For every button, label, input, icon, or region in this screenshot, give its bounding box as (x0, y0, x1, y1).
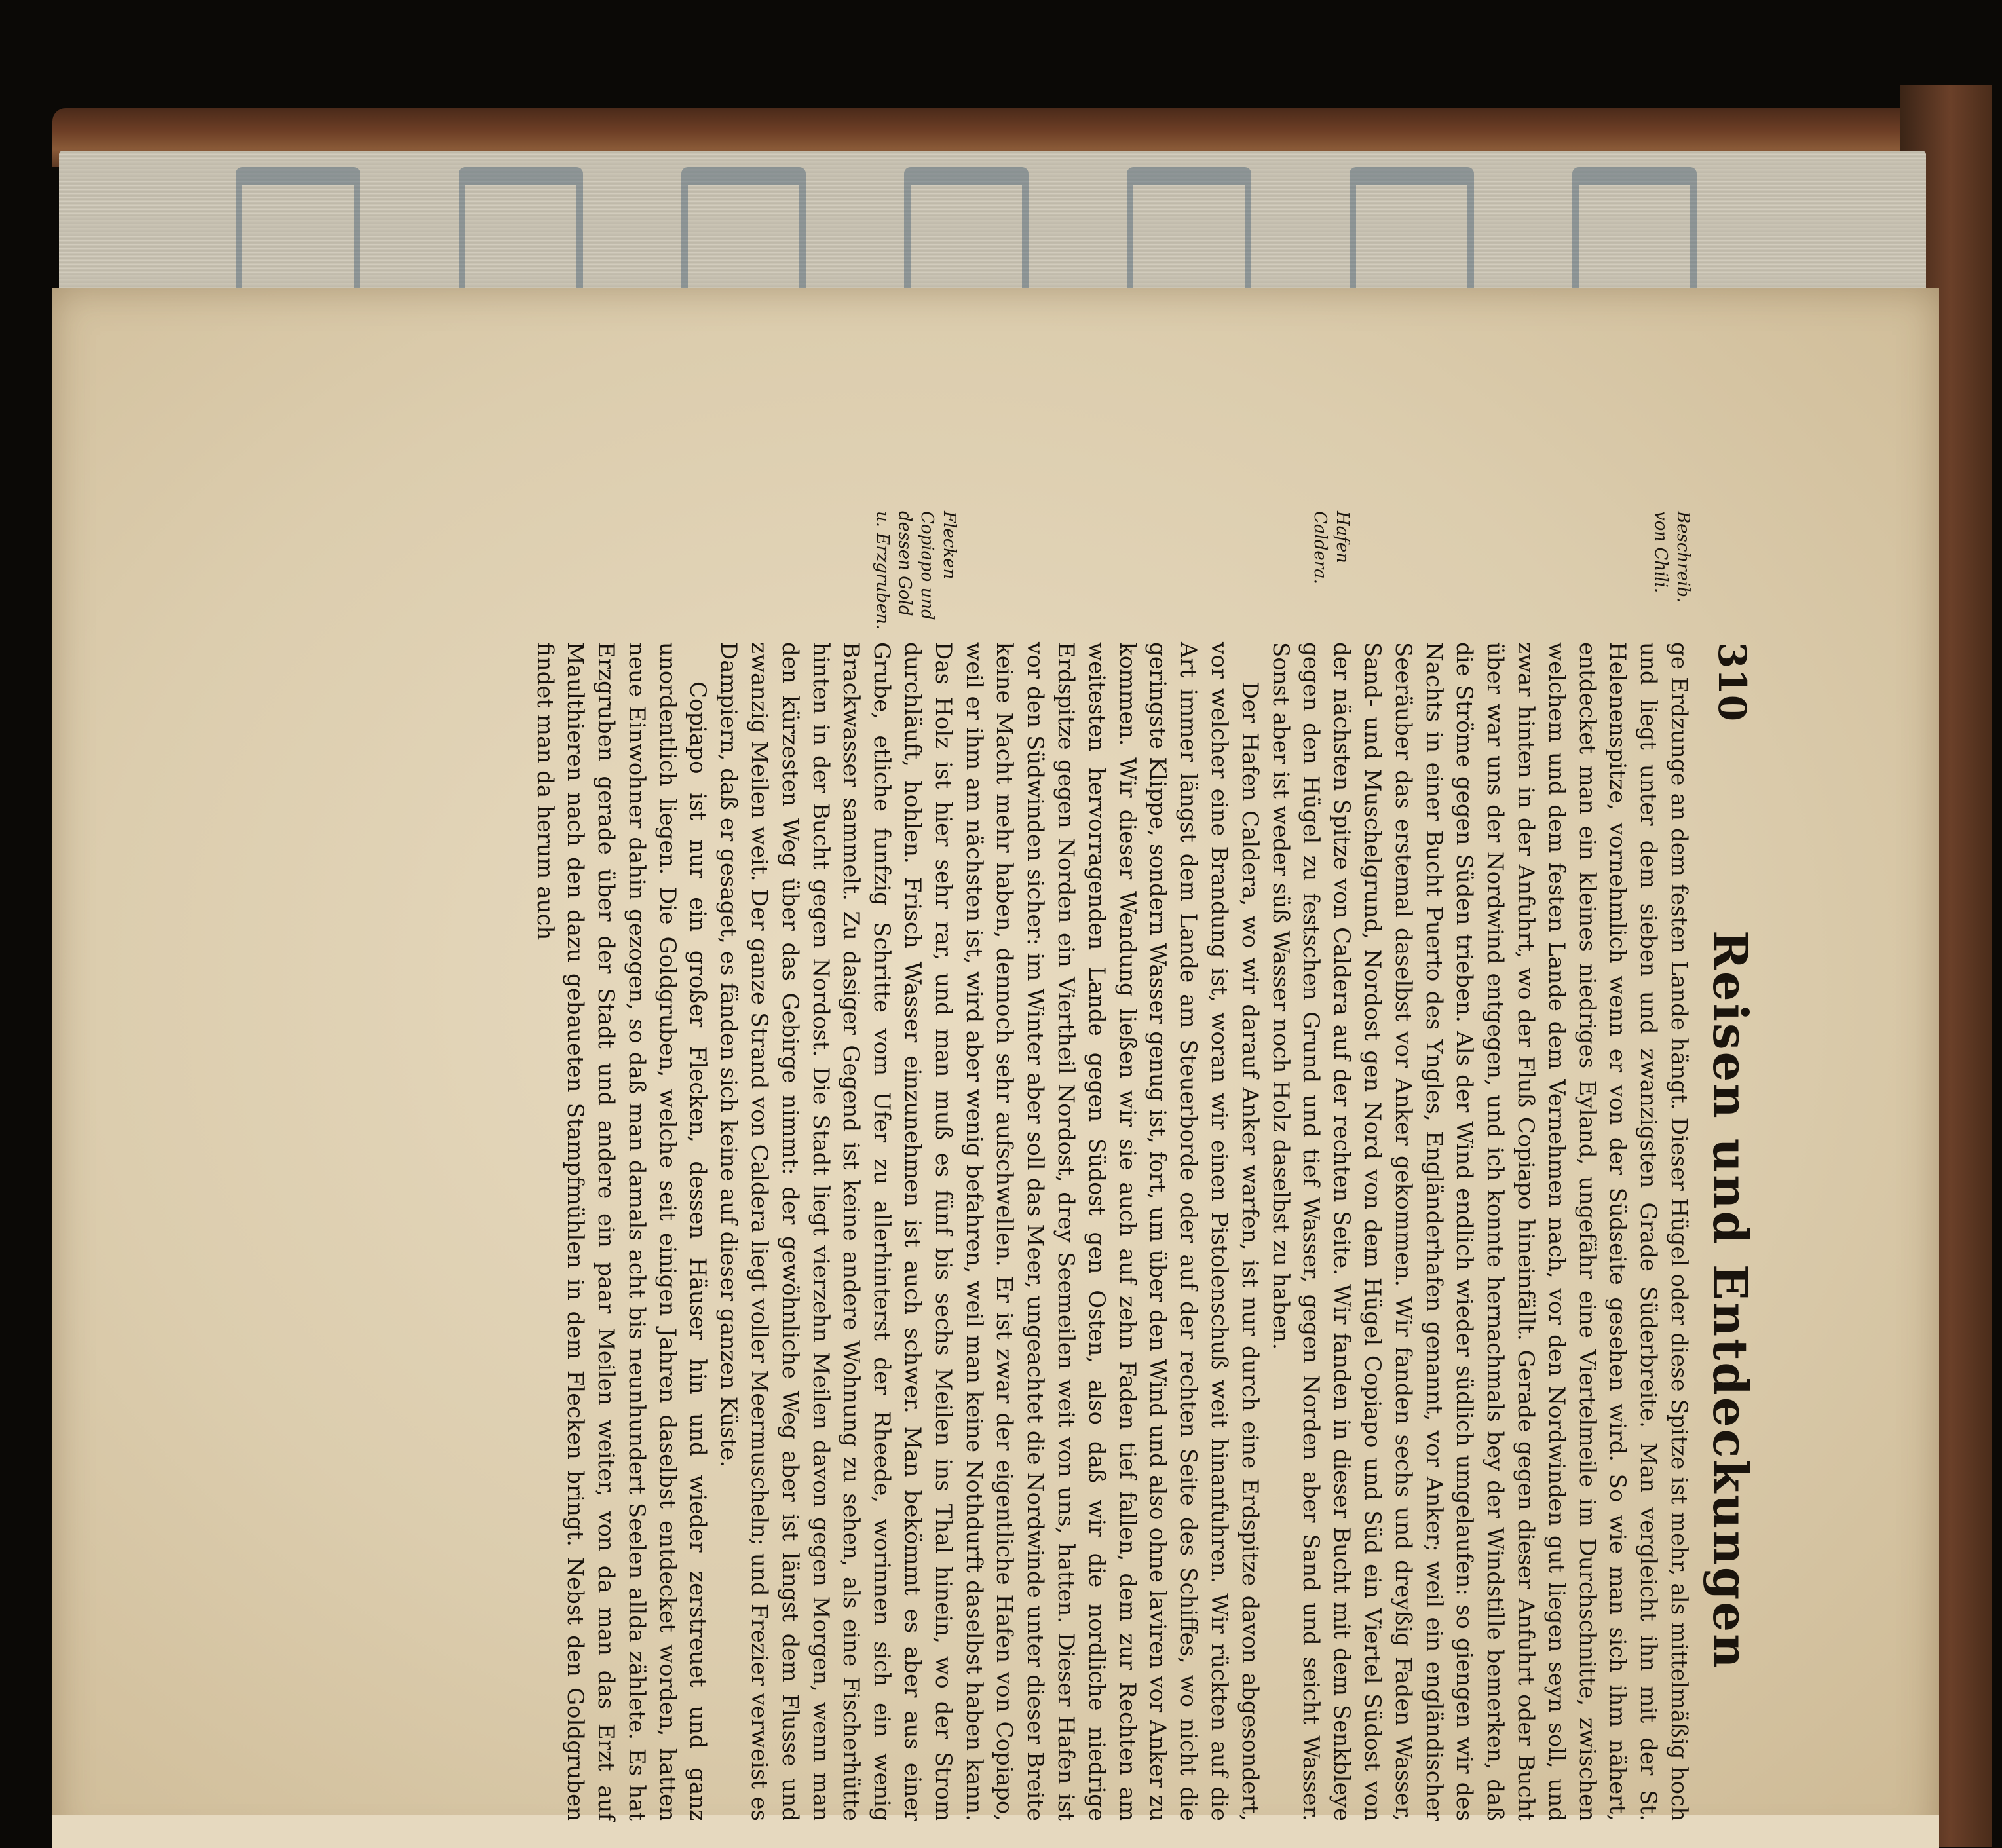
paragraph: ge Erdzunge an dem festen Lande hängt. Dieser Hügel oder diese Spitze ist mehr, als mittelmäßig hoch und liegt unter dem sieben und zwanzigsten Grade Süderbreite. Man vergleicht ihn mit der St. Helenenspitze, vornehmlich wenn er von der Südseite gesehen wird. So wie man sich ihm nähert, entdecket man ein kleines niedriges Eyland, ungefähr eine Viertelmeile im Durchschnitte, zwischen welchem und dem festen Lande dem Vernehmen nach, vor den Nordwinden gut liegen seyn soll, und zwar hinten in der Anfuhrt, wo der Fluß Copiapo hineinfällt. Gerade gegen dieser Anfuhrt oder Bucht über war uns der Nordwind entgegen, und ich konnte hernachmals bey der Windstille bemerken, daß die Ströme gegen Süden trieben. Als der Wind endlich wieder südlich umgelaufen: so giengen wir des Nachts in einer Bucht Puerto des Yngles, Engländerhafen genannt, vor Anker; weil ein engländischer Seeräuber das erstemal daselbst vor Anker gekommen. Wir fanden sechs und dreyßig Faden Wasser, Sand- und Muschelgrund, Nordost gen Nord von dem Hügel Copiapo und Süd ein Viertel Südost von der nächsten Spitze von Caldera auf der rechten Seite. Wir fanden in dieser Bucht mit dem Senkbleye gegen den Hügel zu festschen Grund und tief Wasser, gegen Norden aber Sand und seicht Wasser. Sonst aber ist weder süß Wasser noch Holz daselbst zu haben. (1267, 642, 1692, 1821)
margin-note: Beschreib. von Chili. (1651, 511, 1693, 603)
library-stamp-icon (236, 167, 360, 303)
library-stamp-icon (681, 167, 806, 303)
page-number: 310 (1710, 642, 1754, 722)
paragraph: Der Hafen Caldera, wo wir darauf Anker warfen, ist nur durch eine Erdspitze davon abgesondert, vor welcher eine Brandung ist, woran wir einen Pistolenschuß weit hinanfuhren. Wir rückten auf die Art immer längst dem Lande am Steuerborde oder auf der rechten Seite des Schiffes, wo nicht die geringste Klippe, sondern Wasser genug ist, fort, um über den Wind und also ohne laviren vor Anker zu kommen. Wir dieser Wendung ließen wir sie auch auf zehn Faden tief fallen, dem zur Rechten am weitesten hervorragenden Lande gegen Südost gen Osten, also daß wir die nordliche niedrige Erdspitze gegen Norden ein Viertheil Nordost, drey Seemeilen weit von uns, hatten. Dieser Hafen ist vor den Südwinden sicher: im Winter aber soll das Meer, ungeachtet die Nordwinde unter dieser Breite keine Macht mehr haben, dennoch sehr aufschwellen. Er ist zwar der eigentliche Hafen von Copiapo, weil er ihm am nächsten ist, wird aber wenig befahren, weil man keine Nothdurft daselbst haben kann. Das Holz ist hier sehr rar, und man muß es fünf bis sechs Meilen ins Thal hinein, wo der Strom durchläuft, hohlen. Frisch Wasser einzunehmen ist auch schwer. Man bekömmt es aber aus einer Grube, etliche funfzig Schritte vom Ufer zu allerhinterst der Rheede, worinnen sich ein wenig Brackwasser sammelt. Zu dasiger Gegend ist keine andere Wohnung zu sehen, als eine Fischerhütte hinten in der Bucht gegen Nordost. Die Stadt liegt vierzehn Meilen davon gegen Morgen, wenn man den kürzesten Weg über das Gebirge nimmt: der gewöhnliche Weg aber ist längst dem Flusse und zwanzig Meilen weit. Der ganze Strand von Caldera liegt voller Meermuscheln; und Frezier verweist es Dampiern, daß er gesaget, es fänden sich keine auf dieser ganzen Küste. (715, 642, 1263, 1821)
library-stamp-icon (1572, 167, 1697, 303)
library-stamp-icon (1350, 167, 1474, 303)
margin-notes (738, 511, 1694, 635)
library-stamp-icon (1127, 167, 1251, 303)
margin-note: Flecken Copiapo und dessen Gold u. Erzgruben. (873, 511, 959, 630)
margin-note: Hafen Caldera. (1310, 511, 1352, 584)
running-head (1701, 511, 1760, 1821)
paragraph: Copiapo ist nur ein großer Flecken, dessen Häuser hin und wieder zerstreuet und ganz unordentlich liegen. Die Goldgruben, welche seit einigen Jahren daselbst entdecket worden, hatten neue Einwohner dahin gezogen, so daß man damals acht bis neunhundert Seelen allda zählete. Es hat Erzgruben gerade über der Stadt und andere ein paar Meilen weiter, von da man das Erzt auf Maulthieren nach den dazu gebaueten Stampfmühlen in dem Flecken bringt. Nebst den Goldgruben findet man da herum auch (531, 642, 711, 1821)
library-stamp-icon (459, 167, 583, 303)
rotated-text-block (531, 511, 1760, 1821)
body-text (531, 642, 1694, 1821)
library-stamp-icon (904, 167, 1029, 303)
running-head-title: Reisen und Entdeckungen (1703, 930, 1758, 1670)
